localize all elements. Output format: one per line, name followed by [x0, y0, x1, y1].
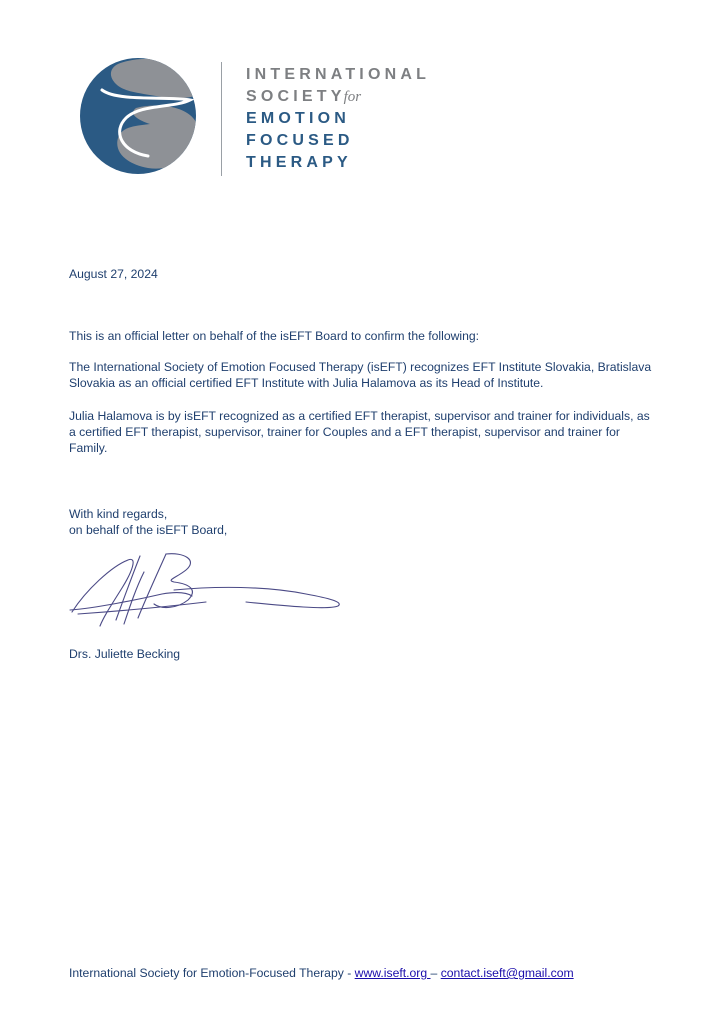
- logo-text: [246, 64, 430, 174]
- handwritten-signature-icon: [66, 546, 348, 632]
- paragraph-institute-text: The International Society of Emotion Focused Therapy (isEFT) recognizes EFT Institute Slovakia, Bratislava Slovakia as an official certified EFT Institute with Julia Halamova as its Head of Institute.: [69, 360, 652, 390]
- closing-line-regards: With kind regards,: [69, 507, 168, 521]
- logo-line-international: INTERNATIONAL: [246, 66, 431, 83]
- letter-signer: [69, 646, 659, 662]
- letter-closing: [69, 506, 659, 538]
- footer: [69, 965, 574, 981]
- footer-separator: –: [430, 966, 441, 980]
- logo-for-word: for: [343, 89, 362, 105]
- footer-website-link[interactable]: www.iseft.org: [354, 966, 431, 980]
- logo-line-therapy: THERAPY: [246, 154, 352, 171]
- closing-line-board: on behalf of the isEFT Board,: [69, 523, 228, 537]
- date-text: August 27, 2024: [69, 267, 158, 281]
- letter-paragraph-institute: [69, 359, 659, 391]
- logo-line-emotion: EMOTION: [246, 110, 351, 127]
- letter-paragraph-certification: [69, 408, 659, 456]
- letter-date: [69, 266, 659, 282]
- footer-org: International Society for Emotion-Focused Therapy -: [69, 966, 355, 980]
- logo-society-word: SOCIETY: [246, 88, 346, 105]
- paragraph-certification-text: Julia Halamova is by isEFT recognized as a certified EFT therapist, supervisor and trainer for individuals, as a certified EFT therapist, supervisor, trainer for Couples and a EFT therapist, supervisor and trainer for Family.: [69, 409, 650, 455]
- signer-name: Drs. Juliette Becking: [69, 647, 181, 661]
- isEFT-logo-mark-icon: [78, 56, 198, 176]
- logo-line-focused: FOCUSED: [246, 132, 354, 149]
- logo-line-society: [246, 86, 430, 108]
- intro-text: This is an official letter on behalf of the isEFT Board to confirm the following:: [69, 329, 480, 343]
- letter-intro: [69, 328, 659, 344]
- footer-email-link[interactable]: contact.iseft@gmail.com: [440, 966, 574, 980]
- logo-divider: [221, 62, 222, 176]
